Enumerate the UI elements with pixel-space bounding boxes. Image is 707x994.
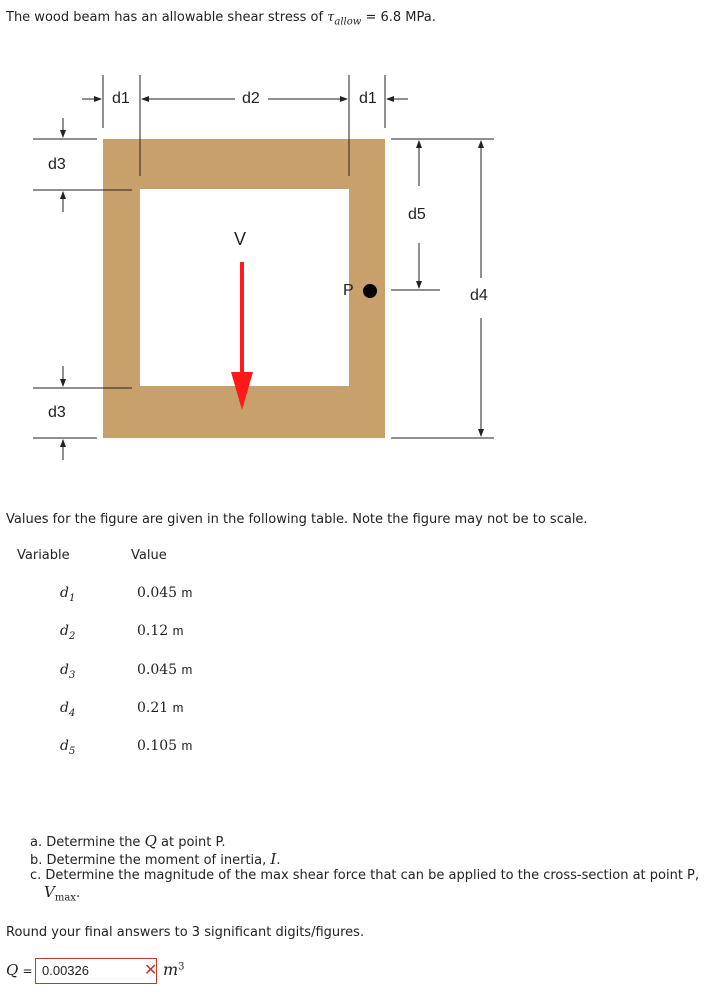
problem-statement	[6, 10, 436, 28]
table-row-value: 0.21 m	[137, 700, 184, 716]
round-note: Round your final answers to 3 significant digits/figures.	[6, 925, 365, 940]
question-c-vmax: $V_{max}$.	[44, 883, 81, 904]
table-row-var: $d_4$	[60, 700, 76, 719]
intro-suffix: = 6.8 MPa.	[365, 10, 436, 25]
table-row-var: $d_2$	[60, 623, 76, 642]
tau-symbol: $\tau_{allow}$	[327, 10, 362, 28]
table-row-value: 0.045 m	[137, 662, 193, 678]
table-header-variable: Variable	[17, 548, 70, 563]
question-b: b. Determine the moment of inertia, I.	[30, 850, 281, 868]
table-row-var: $d_5$	[60, 738, 76, 757]
question-a: a. Determine the Q at point P.	[30, 832, 226, 850]
table-intro: Values for the figure are given in the following table. Note the figure may not be to scale.	[6, 512, 588, 527]
intro-prefix: The wood beam has an allowable shear stress of	[6, 10, 324, 25]
table-row-value: 0.105 m	[137, 738, 193, 754]
table-row-value: 0.12 m	[137, 623, 184, 639]
label-d3-bottom: d3	[48, 404, 66, 421]
label-d2: d2	[242, 90, 260, 107]
label-v: V	[234, 229, 247, 249]
answer-label: Q =	[6, 961, 33, 979]
label-p: P	[343, 282, 354, 299]
table-row-var: $d_1$	[60, 585, 76, 604]
label-d1-left: d1	[112, 90, 130, 107]
label-d3-top: d3	[48, 156, 66, 173]
label-d1-right: d1	[359, 90, 377, 107]
answer-unit: $m^3$	[163, 960, 185, 979]
incorrect-icon: ✕	[144, 960, 158, 979]
q-answer-input[interactable]: 0.00326	[35, 958, 157, 984]
point-p-marker	[363, 284, 377, 298]
label-d4: d4	[470, 287, 488, 304]
table-row-value: 0.045 m	[137, 585, 193, 601]
label-d5: d5	[408, 206, 426, 223]
table-row-var: $d_3$	[60, 662, 76, 681]
question-c: c. Determine the magnitude of the max shear force that can be applied to the cross-section at point P,	[30, 868, 700, 883]
table-header-value: Value	[131, 548, 167, 563]
